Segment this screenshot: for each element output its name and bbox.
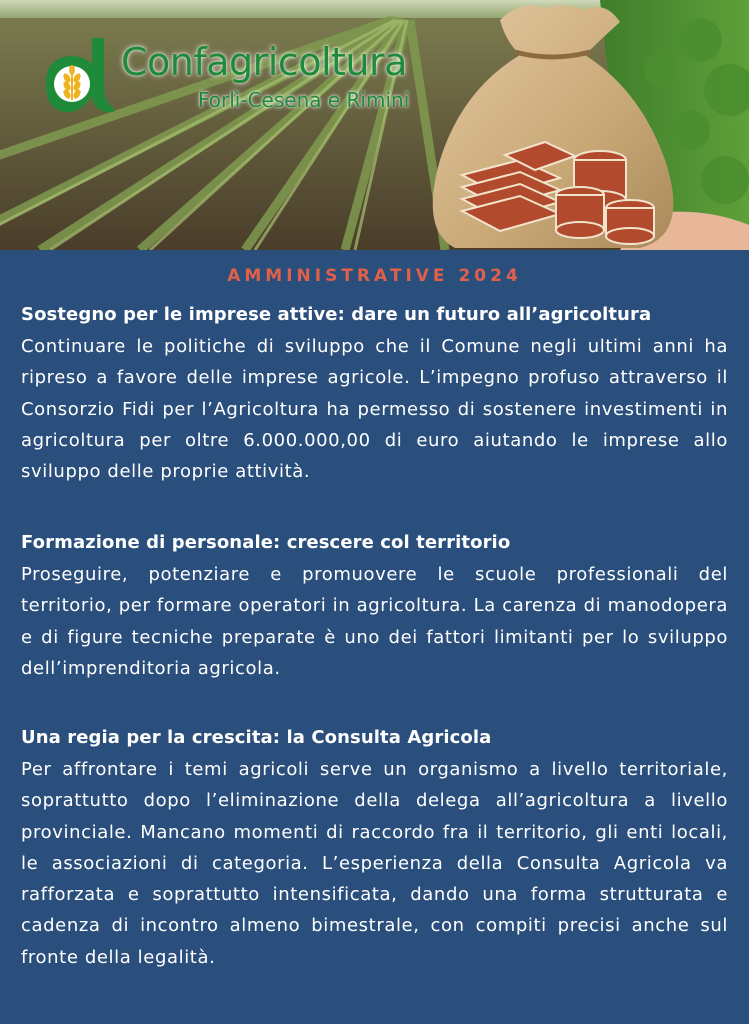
section-body: Proseguire, potenziare e promuovere le scuole professionali del territorio, per formare operatori in agricoltura. La carenza di manodopera e di figure tecniche preparate è uno dei fattori limitanti per lo sviluppo dell’imprenditoria agricola. (21, 564, 728, 679)
kicker-title: AMMINISTRATIVE 2024 (227, 266, 522, 286)
section-title: Una regia per la crescita: la Consulta Agricola (21, 727, 492, 748)
section-training (21, 527, 728, 684)
brand-location: Forlì-Cesena e Rimini (198, 88, 410, 112)
section-body: Continuare le politiche di sviluppo che il Comune negli ultimi anni ha ripreso a favore delle imprese agricole. L’impegno profuso attraverso il Consorzio Fidi per l’Agricoltura ha permesso di sostenere investimenti in agricoltura per oltre 6.000.000,00 di euro aiutando le imprese allo sviluppo delle proprie attività. (21, 336, 728, 483)
section-consulta (21, 722, 728, 973)
section-title: Formazione di personale: crescere col territorio (21, 532, 511, 553)
brand-name: Confagricoltura (121, 40, 407, 84)
section-support (21, 299, 728, 487)
hero-image (0, 0, 749, 250)
logo-a-wheat-icon (42, 34, 114, 114)
section-title: Sostegno per le imprese attive: dare un futuro all’agricoltura (21, 304, 652, 325)
section-body: Per affrontare i temi agricoli serve un organismo a livello territoriale, soprattutto dopo l’eliminazione della delega all’agricoltura a livello provinciale. Mancano momenti di raccordo fra il territorio, gli enti locali, le associazioni di categoria. L’esperienza della Consulta Agricola va rafforzata e soprattutto intensificata, dando una forma strutturata e cadenza di incontro almeno bimestrale, con compiti precisi anche sul fronte della legalità. (21, 759, 728, 968)
content-panel (0, 250, 749, 1024)
